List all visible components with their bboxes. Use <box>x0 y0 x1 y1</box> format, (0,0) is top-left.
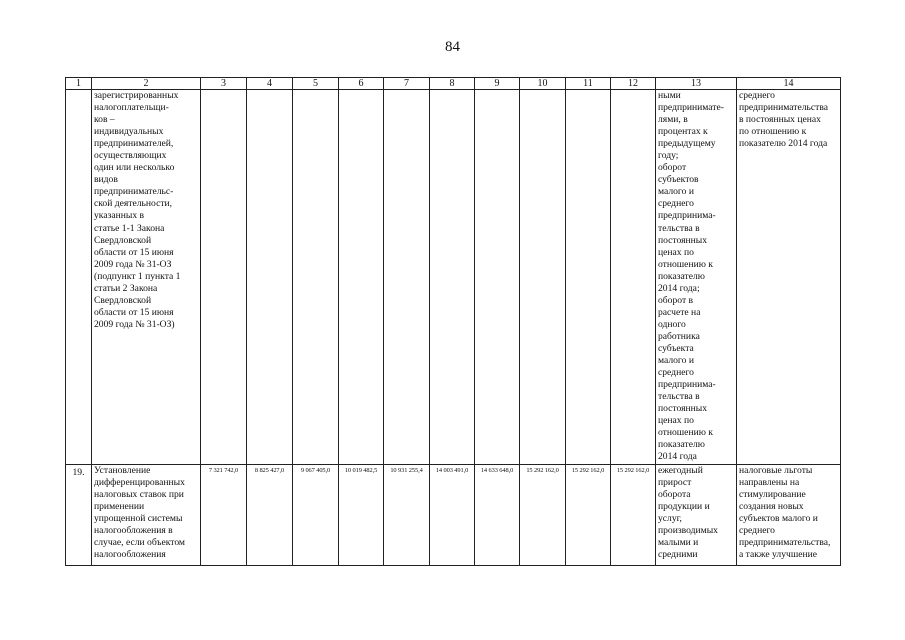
value-cell <box>293 90 339 465</box>
text-line: показателю 2014 года <box>739 138 828 150</box>
text-line: оборот в <box>658 294 694 306</box>
text-line: среднего <box>658 367 694 379</box>
column-header: 7 <box>384 78 430 90</box>
text-line: услуг, <box>658 513 682 525</box>
text-line: лями, в <box>658 114 688 126</box>
assessment-cell <box>737 465 841 566</box>
description-cell <box>92 90 201 465</box>
text-line: прирост <box>658 477 692 489</box>
text-line: 2014 года; <box>658 282 700 294</box>
text-line: случае, если объектом <box>94 537 185 549</box>
value-cell: 14 633 648,0 <box>475 465 520 566</box>
text-line: работника <box>658 330 700 342</box>
value-cell <box>611 90 656 465</box>
text-line: тельства в <box>658 222 700 234</box>
column-header: 4 <box>247 78 293 90</box>
text-line: осуществляющих <box>94 150 167 162</box>
value-cell: 9 067 405,0 <box>293 465 339 566</box>
value-cell: 7 321 742,0 <box>201 465 247 566</box>
data-table <box>65 77 841 566</box>
value-cell: 14 003 491,0 <box>430 465 475 566</box>
text-line: субъекта <box>658 342 694 354</box>
text-line: Свердловской <box>94 234 152 246</box>
text-line: ежегодный <box>658 465 703 476</box>
text-line: году; <box>658 150 679 162</box>
text-line: дифференцированных <box>94 477 185 489</box>
text-line: предыдущему <box>658 138 716 150</box>
text-line: налогообложения <box>94 549 166 561</box>
text-line: Установление <box>94 465 151 476</box>
text-line: предпринимательства <box>739 102 829 114</box>
text-line: отношению к <box>658 427 713 439</box>
indicator-cell <box>656 90 737 465</box>
text-line: один или несколько <box>94 162 175 174</box>
text-line: предпринимателей, <box>94 138 174 150</box>
column-header: 8 <box>430 78 475 90</box>
text-line: направлены на <box>739 477 800 489</box>
value-cell <box>247 90 293 465</box>
text-line: области от 15 июня <box>94 246 174 258</box>
value-cell: 15 292 162,0 <box>611 465 656 566</box>
text-line: статье 1-1 Закона <box>94 222 165 234</box>
text-line: создания новых <box>739 501 804 513</box>
column-header: 10 <box>520 78 566 90</box>
table-row <box>66 465 841 566</box>
text-line: предпринимательства, <box>739 537 831 549</box>
text-line: субъектов <box>658 174 699 186</box>
value-cell <box>475 90 520 465</box>
text-line: а также улучшение <box>739 549 818 561</box>
text-line: по отношению к <box>739 126 807 138</box>
indicator-cell <box>656 465 737 566</box>
text-line: Свердловской <box>94 294 152 306</box>
text-line: процентах к <box>658 126 708 138</box>
text-line: постоянных <box>658 403 708 415</box>
text-line: налогообложения в <box>94 525 173 537</box>
text-line: предпринимательс- <box>94 186 174 198</box>
text-line: показателю <box>658 270 705 282</box>
text-line: продукции и <box>658 501 710 513</box>
text-line: (подпункт 1 пункта 1 <box>94 270 181 282</box>
text-line: ской деятельности, <box>94 198 173 210</box>
text-line: предпринимате- <box>658 102 724 114</box>
text-line: оборота <box>658 489 691 501</box>
text-line: статьи 2 Закона <box>94 282 158 294</box>
column-header: 12 <box>611 78 656 90</box>
text-line: области от 15 июня <box>94 306 174 318</box>
text-line: субъектов малого и <box>739 513 818 525</box>
value-cell <box>384 90 430 465</box>
value-cell <box>430 90 475 465</box>
value-cell <box>520 90 566 465</box>
text-line: ными <box>658 90 681 101</box>
description-cell <box>92 465 201 566</box>
value-cell <box>339 90 384 465</box>
text-line: налогоплательщи- <box>94 102 169 114</box>
text-line: одного <box>658 318 686 330</box>
text-line: стимулирование <box>739 489 806 501</box>
text-line: 2014 года <box>658 451 697 463</box>
text-line: предпринима- <box>658 379 716 391</box>
column-header: 1 <box>66 78 92 90</box>
text-line: упрощенной системы <box>94 513 183 525</box>
text-line: показателю <box>658 439 705 451</box>
text-line: видов <box>94 174 118 186</box>
value-cell <box>566 90 611 465</box>
header-row <box>66 78 841 90</box>
text-line: постоянных <box>658 234 708 246</box>
value-cell <box>201 90 247 465</box>
text-line: зарегистрированных <box>94 90 179 101</box>
column-header: 13 <box>656 78 737 90</box>
text-line: налоговые льготы <box>739 465 813 476</box>
value-cell: 10 931 255,4 <box>384 465 430 566</box>
text-line: средними <box>658 549 698 561</box>
value-cell: 15 292 162,0 <box>566 465 611 566</box>
text-line: предпринима- <box>658 210 716 222</box>
table-row <box>66 90 841 465</box>
column-header: 6 <box>339 78 384 90</box>
text-line: расчете на <box>658 306 701 318</box>
row-number-cell: 19. <box>66 465 92 566</box>
text-line: индивидуальных <box>94 126 164 138</box>
text-line: указанных в <box>94 210 145 222</box>
column-header: 11 <box>566 78 611 90</box>
value-cell: 10 019 482,5 <box>339 465 384 566</box>
text-line: среднего <box>658 198 694 210</box>
text-line: оборот <box>658 162 687 174</box>
text-line: производимых <box>658 525 718 537</box>
text-line: 2009 года № 31-ОЗ <box>94 258 172 270</box>
column-header: 2 <box>92 78 201 90</box>
column-header: 14 <box>737 78 841 90</box>
value-cell: 8 825 427,0 <box>247 465 293 566</box>
text-line: малого и <box>658 186 694 198</box>
text-line: малого и <box>658 355 694 367</box>
text-line: ценах по <box>658 415 694 427</box>
column-header: 5 <box>293 78 339 90</box>
text-line: ков – <box>94 114 115 126</box>
row-number-cell <box>66 90 92 465</box>
text-line: среднего <box>739 90 775 101</box>
page-number: 84 <box>445 39 460 55</box>
value-cell: 15 292 162,0 <box>520 465 566 566</box>
text-line: тельства в <box>658 391 700 403</box>
text-line: налоговых ставок при <box>94 489 184 501</box>
text-line: в постоянных ценах <box>739 114 821 126</box>
text-line: среднего <box>739 525 775 537</box>
column-header: 3 <box>201 78 247 90</box>
text-line: отношению к <box>658 258 713 270</box>
text-line: 2009 года № 31-ОЗ) <box>94 318 175 330</box>
text-line: малыми и <box>658 537 699 549</box>
assessment-cell <box>737 90 841 465</box>
column-header: 9 <box>475 78 520 90</box>
text-line: применении <box>94 501 145 513</box>
text-line: ценах по <box>658 246 694 258</box>
